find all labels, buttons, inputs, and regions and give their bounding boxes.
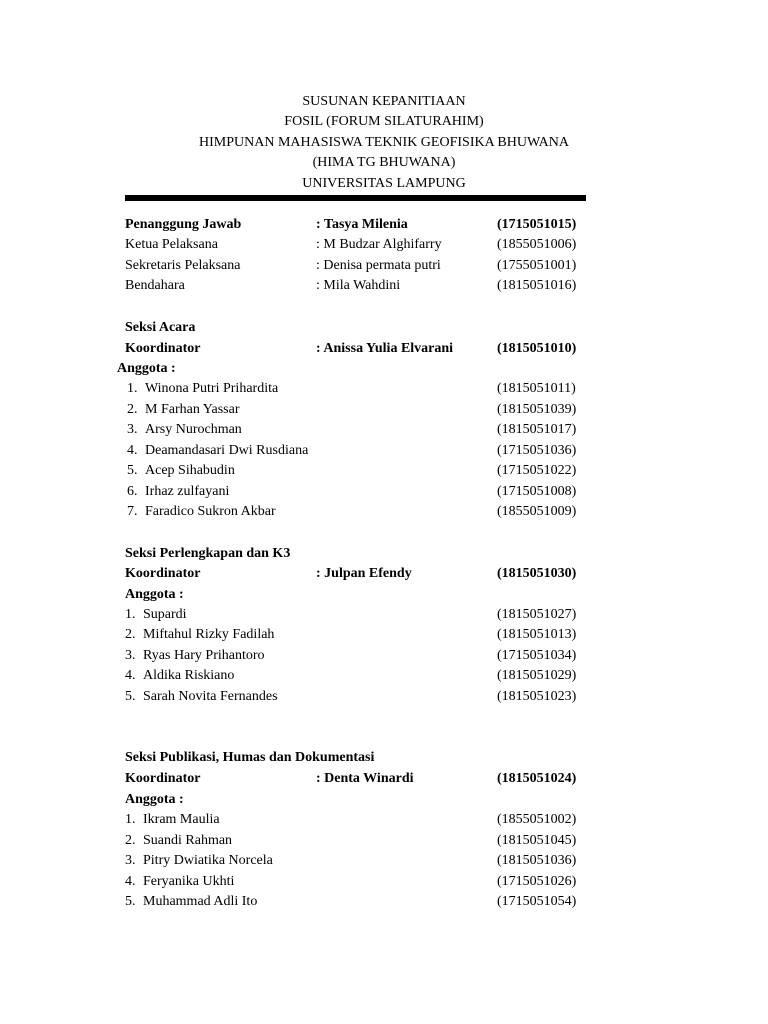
member-name: Winona Putri Prihardita bbox=[145, 381, 279, 396]
role-name: : Tasya Milenia bbox=[316, 217, 408, 232]
member-id: (1715051036) bbox=[497, 443, 577, 458]
member-number: 3. bbox=[127, 422, 138, 437]
role-id: (1855051006) bbox=[497, 237, 577, 252]
member-id: (1715051026) bbox=[497, 874, 577, 889]
member-number: 3. bbox=[125, 648, 136, 663]
member-item bbox=[125, 626, 274, 644]
header-divider bbox=[125, 195, 586, 201]
coordinator-id: (1815051030) bbox=[497, 566, 577, 581]
member-id: (1715051054) bbox=[497, 894, 577, 909]
header-line-5: UNIVERSITAS LAMPUNG bbox=[302, 176, 466, 191]
role-label: Ketua Pelaksana bbox=[125, 237, 218, 252]
member-id: (1815051011) bbox=[497, 381, 576, 396]
member-number: 4. bbox=[125, 668, 136, 683]
coordinator-label: Koordinator bbox=[125, 771, 201, 786]
member-item bbox=[127, 421, 242, 439]
member-item bbox=[125, 832, 232, 850]
member-name: Irhaz zulfayani bbox=[145, 484, 230, 499]
member-item bbox=[125, 688, 278, 706]
coordinator-name: : Denta Winardi bbox=[316, 771, 414, 786]
member-item bbox=[127, 462, 235, 480]
coordinator-label: Koordinator bbox=[125, 566, 201, 581]
section-title: Seksi Publikasi, Humas dan Dokumentasi bbox=[125, 750, 375, 765]
member-item bbox=[127, 401, 240, 419]
member-item bbox=[125, 606, 187, 624]
member-number: 7. bbox=[127, 504, 138, 519]
member-id: (1715051034) bbox=[497, 648, 577, 663]
member-name: Muhammad Adli Ito bbox=[143, 894, 258, 909]
member-number: 4. bbox=[125, 874, 136, 889]
member-number: 2. bbox=[127, 402, 138, 417]
member-number: 1. bbox=[125, 812, 136, 827]
member-id: (1715051022) bbox=[497, 463, 577, 478]
role-label: Sekretaris Pelaksana bbox=[125, 258, 241, 273]
member-item bbox=[125, 647, 265, 665]
coordinator-id: (1815051010) bbox=[497, 341, 577, 356]
member-number: 1. bbox=[127, 381, 138, 396]
member-number: 2. bbox=[125, 627, 136, 642]
members-label: Anggota : bbox=[125, 792, 184, 807]
member-name: Faradico Sukron Akbar bbox=[145, 504, 276, 519]
section-title: Seksi Perlengkapan dan K3 bbox=[125, 546, 291, 561]
member-item bbox=[125, 667, 234, 685]
member-number: 4. bbox=[127, 443, 138, 458]
header-line-1: SUSUNAN KEPANITIAAN bbox=[302, 94, 466, 109]
member-item bbox=[127, 380, 278, 398]
member-number: 3. bbox=[125, 853, 136, 868]
role-label: Bendahara bbox=[125, 278, 185, 293]
section-title: Seksi Acara bbox=[125, 320, 196, 335]
member-id: (1715051008) bbox=[497, 484, 577, 499]
member-item bbox=[127, 503, 276, 521]
role-id: (1715051015) bbox=[497, 217, 577, 232]
role-name: : M Budzar Alghifarry bbox=[316, 237, 442, 252]
member-id: (1815051017) bbox=[497, 422, 577, 437]
member-name: Pitry Dwiatika Norcela bbox=[143, 853, 273, 868]
member-id: (1855051002) bbox=[497, 812, 577, 827]
member-item bbox=[125, 893, 257, 911]
coordinator-name: : Julpan Efendy bbox=[316, 566, 412, 581]
member-number: 6. bbox=[127, 484, 138, 499]
member-item bbox=[125, 811, 220, 829]
member-name: Miftahul Rizky Fadilah bbox=[143, 627, 275, 642]
member-item bbox=[127, 442, 308, 460]
coordinator-label: Koordinator bbox=[125, 341, 201, 356]
header-line-4: (HIMA TG BHUWANA) bbox=[312, 155, 456, 170]
member-id: (1815051036) bbox=[497, 853, 577, 868]
member-number: 5. bbox=[127, 463, 138, 478]
member-name: Deamandasari Dwi Rusdiana bbox=[145, 443, 309, 458]
members-label: Anggota : bbox=[117, 361, 176, 376]
member-id: (1815051027) bbox=[497, 607, 577, 622]
role-name: : Denisa permata putri bbox=[316, 258, 441, 273]
member-name: Feryanika Ukhti bbox=[143, 874, 235, 889]
member-name: Aldika Riskiano bbox=[143, 668, 235, 683]
member-id: (1815051039) bbox=[497, 402, 577, 417]
role-id: (1815051016) bbox=[497, 278, 577, 293]
role-label: Penanggung Jawab bbox=[125, 217, 242, 232]
member-number: 2. bbox=[125, 833, 136, 848]
member-number: 1. bbox=[125, 607, 136, 622]
member-item bbox=[125, 852, 273, 870]
member-name: Ikram Maulia bbox=[143, 812, 220, 827]
role-name: : Mila Wahdini bbox=[316, 278, 401, 293]
header-line-3: HIMPUNAN MAHASISWA TEKNIK GEOFISIKA BHUWANA bbox=[199, 135, 569, 150]
member-name: Supardi bbox=[143, 607, 187, 622]
member-name: Suandi Rahman bbox=[143, 833, 233, 848]
coordinator-name: : Anissa Yulia Elvarani bbox=[316, 341, 454, 356]
member-name: Sarah Novita Fernandes bbox=[143, 689, 278, 704]
member-id: (1855051009) bbox=[497, 504, 577, 519]
coordinator-id: (1815051024) bbox=[497, 771, 577, 786]
member-name: M Farhan Yassar bbox=[145, 402, 240, 417]
member-number: 5. bbox=[125, 689, 136, 704]
header-line-2: FOSIL (FORUM SILATURAHIM) bbox=[284, 114, 484, 129]
member-id: (1815051013) bbox=[497, 627, 577, 642]
role-id: (1755051001) bbox=[497, 258, 577, 273]
members-label: Anggota : bbox=[125, 587, 184, 602]
member-item bbox=[125, 873, 234, 891]
member-id: (1815051029) bbox=[497, 668, 577, 683]
member-number: 5. bbox=[125, 894, 136, 909]
member-name: Ryas Hary Prihantoro bbox=[143, 648, 265, 663]
member-name: Acep Sihabudin bbox=[145, 463, 235, 478]
member-name: Arsy Nurochman bbox=[145, 422, 242, 437]
member-item bbox=[127, 483, 229, 501]
member-id: (1815051023) bbox=[497, 689, 577, 704]
member-id: (1815051045) bbox=[497, 833, 577, 848]
